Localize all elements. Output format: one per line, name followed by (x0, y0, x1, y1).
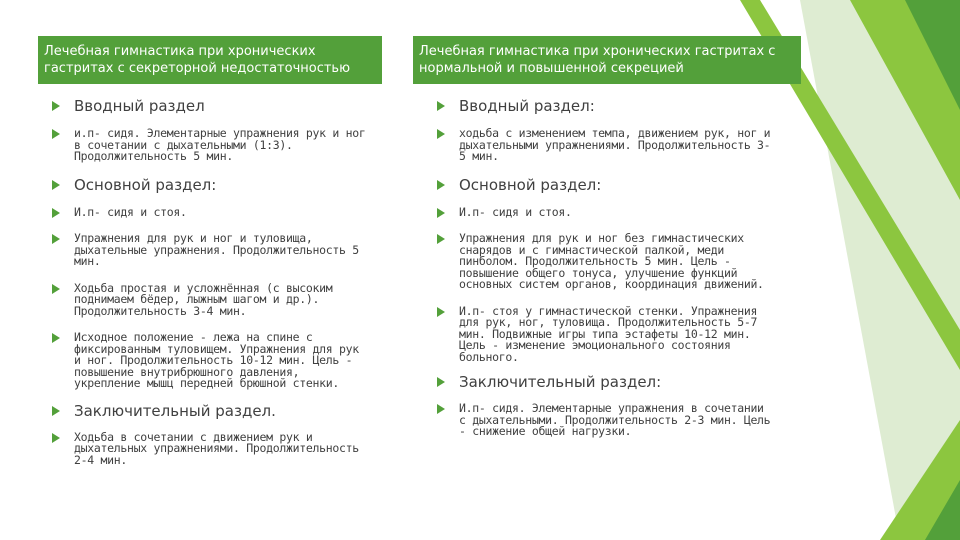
left-header-text: Лечебная гимнастика при хронических гастритах с секреторной недостаточностью (44, 44, 351, 76)
right-main-heading (437, 176, 772, 194)
left-intro-text (52, 128, 372, 163)
item-text: Ходьба в сочетании с движением рук и дыхательных упражнениями. Продолжительность 2-4 мин. (74, 429, 359, 467)
item-text: Основной раздел: (459, 175, 602, 194)
arrow-bullet-icon (52, 208, 60, 218)
right-main-exercises (437, 233, 772, 291)
arrow-bullet-icon (437, 180, 445, 190)
arrow-bullet-icon (52, 433, 60, 443)
item-text: Упражнения для рук и ног без гимнастических снарядов и с гимнастической палкой, меди пинболом. Продолжительность 5 мин. Цель - повышение общего тонуса, улучшение функций основных систем органов, координация движений. (459, 231, 764, 291)
right-intro-text (437, 128, 772, 163)
left-main-exercises (52, 233, 372, 268)
item-text: И.п- сидя и стоя. (459, 204, 572, 219)
item-text: ходьба с изменением темпа, движением рук, ног и дыхательными упражнениями. Продолжительность 3-5 мин. (459, 126, 771, 163)
left-main-heading (52, 176, 372, 194)
item-text: Ходьба простая и усложнённая (с высоким поднимаем бёдер, лыжным шагом и др.). Продолжительность 3-4 мин. (74, 280, 333, 318)
left-column-header (38, 36, 382, 84)
right-main-wall (437, 303, 772, 364)
arrow-bullet-icon (52, 406, 60, 416)
right-intro-heading (437, 97, 772, 115)
item-text: Исходное положение - лежа на спине с фиксированным туловищем. Упражнения для рук и ног. Продолжительность 10-12 мин. Цель - повышение внутрибрюшного давления, укрепление мышц передней брюшной стенки. (74, 330, 359, 390)
item-text: И.п- сидя. Элементарные упражнения в сочетании с дыхательными. Продолжительность 2-3 мин. Цель - снижение общей нагрузки. (459, 401, 771, 438)
left-main-position (52, 204, 372, 219)
arrow-bullet-icon (437, 377, 445, 387)
arrow-bullet-icon (437, 101, 445, 111)
left-intro-heading (52, 97, 372, 115)
right-main-position (437, 204, 772, 219)
arrow-bullet-icon (437, 208, 445, 218)
item-text: Основной раздел: (74, 175, 217, 194)
right-column-header (413, 36, 801, 84)
arrow-bullet-icon (437, 404, 445, 414)
right-final-heading (437, 373, 772, 391)
left-main-lying (52, 332, 372, 390)
arrow-bullet-icon (437, 234, 445, 244)
right-column (437, 97, 772, 438)
right-final-text (437, 403, 772, 438)
left-column (52, 97, 372, 466)
right-header-text: Лечебная гимнастика при хронических гастритах с нормальной и повышенной секрецией (419, 44, 776, 76)
item-text: И.п- сидя и стоя. (74, 204, 187, 219)
arrow-bullet-icon (52, 234, 60, 244)
arrow-bullet-icon (52, 101, 60, 111)
arrow-bullet-icon (437, 129, 445, 139)
item-text: Вводный раздел: (459, 97, 595, 115)
arrow-bullet-icon (52, 284, 60, 294)
item-text: Заключительный раздел: (459, 373, 662, 391)
item-text: И.п- стоя у гимнастической стенки. Упражнения для рук, ног, туловища. Продолжительность 5-7 мин. Подвижные игры типа эстафеты 10-12 мин. Цель - изменение эмоционального состояния больного. (459, 303, 758, 364)
item-text: и.п- сидя. Элементарные упражнения рук и ног в сочетании с дыхательными (1:3). Продолжительность 5 мин. (74, 126, 366, 163)
left-final-text (52, 429, 372, 467)
arrow-bullet-icon (52, 180, 60, 190)
left-main-walking (52, 280, 372, 318)
arrow-bullet-icon (52, 333, 60, 343)
item-text: Заключительный раздел. (74, 401, 276, 420)
item-text: Вводный раздел (74, 97, 205, 115)
arrow-bullet-icon (437, 307, 445, 317)
left-final-heading (52, 402, 372, 420)
arrow-bullet-icon (52, 129, 60, 139)
item-text: Упражнения для рук и ног и туловища, дыхательные упражнения. Продолжительность 5 мин. (74, 231, 359, 268)
